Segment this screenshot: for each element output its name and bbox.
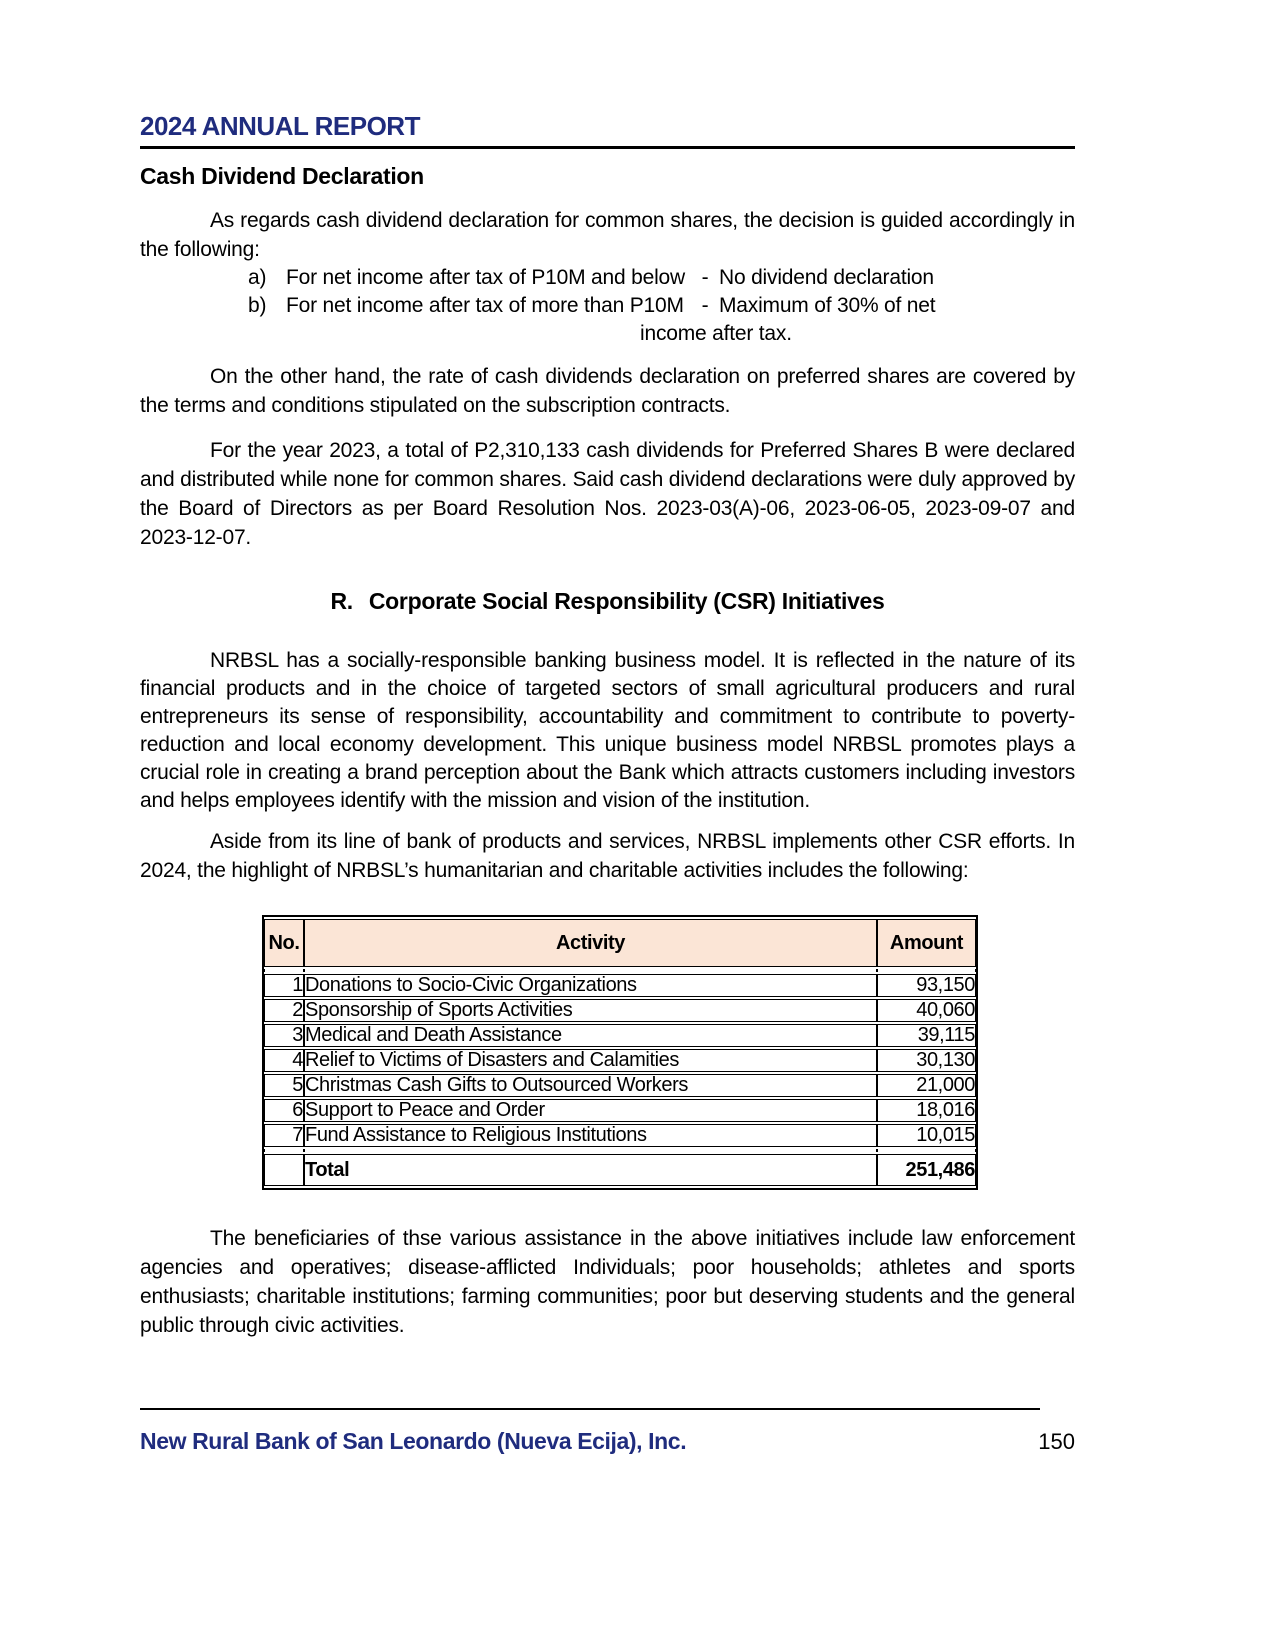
rule-a-result: No dividend declaration bbox=[719, 266, 934, 289]
row-amount: 30,130 bbox=[877, 1049, 976, 1072]
col-header-activity: Activity bbox=[304, 919, 877, 967]
rule-a-condition: For net income after tax of P10M and below bbox=[286, 266, 685, 289]
csr-heading-title: Corporate Social Responsibility (CSR) Initiatives bbox=[368, 588, 885, 614]
rule-a-label: a) bbox=[248, 266, 267, 289]
table-row bbox=[264, 974, 976, 997]
row-activity: Fund Assistance to Religious Institutions bbox=[304, 1124, 877, 1147]
footer-bank-name: New Rural Bank of San Leonardo (Nueva Ecija), Inc. bbox=[140, 1428, 687, 1454]
total-no-cell bbox=[264, 1154, 304, 1186]
csr-activities-table bbox=[262, 915, 978, 1190]
rule-a-dash: - bbox=[701, 266, 709, 289]
footer-row bbox=[140, 1428, 1075, 1455]
row-no: 3 bbox=[264, 1024, 304, 1047]
table-header-row bbox=[264, 919, 976, 967]
row-no: 5 bbox=[264, 1074, 304, 1097]
footer-divider bbox=[140, 1408, 1040, 1410]
year-2023-dividends-paragraph: For the year 2023, a total of P2,310,133 cash dividends for Preferred Shares B were declared and distributed while none for common shares. Said cash dividend declarations were duly approved by the Board of Directors as per Board Resolution Nos. 2023-03(A)-06, 2023-06-05, 2023-09-07 and 2023-12-07. bbox=[140, 439, 1075, 549]
row-activity: Medical and Death Assistance bbox=[304, 1024, 877, 1047]
dividend-intro-paragraph: As regards cash dividend declaration for common shares, the decision is guided accordingly in the following: bbox=[140, 209, 1075, 261]
dividend-rule-a bbox=[140, 264, 1075, 292]
page-footer bbox=[140, 1408, 1075, 1455]
rule-b-result: Maximum of 30% of net bbox=[719, 294, 936, 317]
row-activity: Relief to Victims of Disasters and Calamities bbox=[304, 1049, 877, 1072]
table-row bbox=[264, 1024, 976, 1047]
csr-aside-paragraph: Aside from its line of bank of products and services, NRBSL implements other CSR efforts. In 2024, the highlight of NRBSL’s humanitarian and charitable activities includes the following: bbox=[140, 830, 1075, 882]
rule-indent bbox=[140, 264, 248, 292]
csr-business-model-paragraph: NRBSL has a socially-responsible banking business model. It is reflected in the nature of its financial products and in the choice of targeted sectors of small agricultural producers and rural entrepreneurs its sense of responsibility, accountability and commitment to contribute to poverty-reduction and local economy development. This unique business model NRBSL promotes plays a crucial role in creating a brand perception about the Bank which attracts customers including investors and helps employees identify with the mission and vision of the institution. bbox=[140, 649, 1075, 812]
dividend-rule-b bbox=[140, 292, 1075, 320]
table-row bbox=[264, 999, 976, 1022]
total-label: Total bbox=[304, 1154, 877, 1186]
page-content bbox=[140, 0, 1075, 1340]
row-activity: Donations to Socio-Civic Organizations bbox=[304, 974, 877, 997]
beneficiaries-paragraph: The beneficiaries of thse various assistance in the above initiatives include law enforcement agencies and operatives; disease-afflicted Individuals; poor households; athletes and sports enthusiasts; charitable institutions; farming communities; poor but deserving students and the general public through civic activities. bbox=[140, 1227, 1075, 1337]
table-total-row bbox=[264, 1154, 976, 1186]
csr-heading bbox=[140, 588, 1075, 615]
total-amount: 251,486 bbox=[877, 1154, 976, 1186]
rule-b-label: b) bbox=[248, 294, 267, 317]
table-row bbox=[264, 1099, 976, 1122]
csr-heading-letter: R. bbox=[330, 588, 353, 614]
table-row bbox=[264, 1074, 976, 1097]
rule-b-dash: - bbox=[701, 294, 709, 317]
row-activity: Support to Peace and Order bbox=[304, 1099, 877, 1122]
row-activity: Christmas Cash Gifts to Outsourced Workers bbox=[304, 1074, 877, 1097]
report-title: 2024 ANNUAL REPORT bbox=[140, 111, 420, 141]
col-header-amount: Amount bbox=[877, 919, 976, 967]
row-no: 7 bbox=[264, 1124, 304, 1147]
rule-b-result-continuation: income after tax. bbox=[640, 322, 792, 345]
row-no: 4 bbox=[264, 1049, 304, 1072]
table-row bbox=[264, 1124, 976, 1147]
page-header bbox=[140, 0, 1075, 149]
row-amount: 18,016 bbox=[877, 1099, 976, 1122]
row-no: 2 bbox=[264, 999, 304, 1022]
preferred-shares-paragraph: On the other hand, the rate of cash dividends declaration on preferred shares are covered by the terms and conditions stipulated on the subscription contracts. bbox=[140, 365, 1075, 417]
row-amount: 39,115 bbox=[877, 1024, 976, 1047]
row-amount: 93,150 bbox=[877, 974, 976, 997]
rule-indent bbox=[140, 292, 248, 320]
row-activity: Sponsorship of Sports Activities bbox=[304, 999, 877, 1022]
row-no: 1 bbox=[264, 974, 304, 997]
csr-table bbox=[264, 917, 976, 1188]
col-header-no: No. bbox=[264, 919, 304, 967]
table-spacer-row bbox=[264, 969, 976, 972]
row-no: 6 bbox=[264, 1099, 304, 1122]
rule-b-condition: For net income after tax of more than P10M bbox=[286, 294, 684, 317]
footer-page-number: 150 bbox=[1038, 1429, 1075, 1454]
row-amount: 10,015 bbox=[877, 1124, 976, 1147]
table-spacer-row bbox=[264, 1149, 976, 1152]
row-amount: 40,060 bbox=[877, 999, 976, 1022]
table-row bbox=[264, 1049, 976, 1072]
cash-dividend-heading: Cash Dividend Declaration bbox=[140, 163, 424, 189]
row-amount: 21,000 bbox=[877, 1074, 976, 1097]
